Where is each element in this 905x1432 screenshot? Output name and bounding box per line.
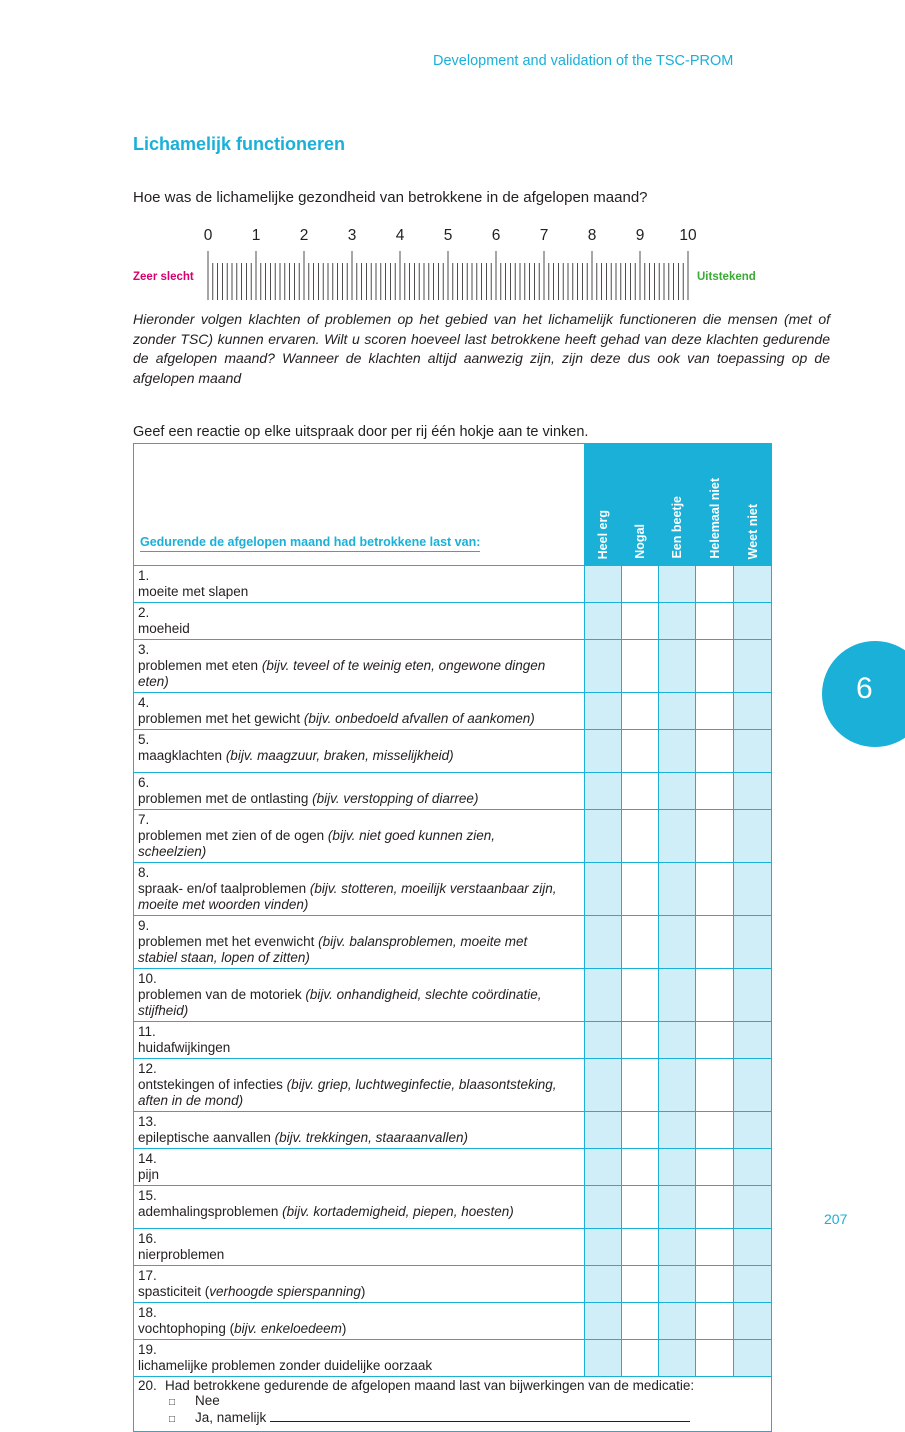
scale-right-label: Uitstekend [697, 271, 756, 283]
scale-number: 1 [251, 227, 261, 244]
item-label: 19.lichamelijke problemen zonder duidelijke oorzaak [134, 1340, 585, 1377]
response-checkbox[interactable] [696, 810, 734, 863]
response-checkbox[interactable] [585, 640, 622, 693]
response-checkbox[interactable] [659, 863, 696, 916]
response-checkbox[interactable] [696, 1266, 734, 1303]
response-checkbox[interactable] [659, 1303, 696, 1340]
response-checkbox[interactable] [622, 1266, 659, 1303]
table-row [134, 566, 772, 603]
response-checkbox[interactable] [734, 566, 772, 603]
checkbox-icon: □ [169, 1397, 176, 1408]
response-checkbox[interactable] [734, 730, 772, 773]
symptom-table [133, 443, 772, 1432]
option-nee[interactable]: □ Nee [169, 1393, 220, 1408]
response-checkbox[interactable] [622, 1186, 659, 1229]
response-checkbox[interactable] [659, 1186, 696, 1229]
item-label: 17.spasticiteit (verhoogde spierspanning) [134, 1266, 585, 1303]
response-checkbox[interactable] [622, 863, 659, 916]
table-row [134, 693, 772, 730]
col-header-helemaal-niet: Helemaal niet [696, 444, 734, 566]
response-checkbox[interactable] [734, 1266, 772, 1303]
intro-paragraph: Hieronder volgen klachten of problemen op het gebied van het lichamelijk functioneren die mensen (met of zonder TSC) kunnen ervaren. Wilt u scoren hoeveel last betrokkene heeft gehad van deze klachten gedurende de afgelopen maand? Wanneer de klachten altijd aanwezig zijn, zijn deze dus ook van toepassing op de afgelopen maand [133, 311, 830, 386]
scale-number: 10 [679, 227, 697, 244]
item-label: 5.maagklachten (bijv. maagzuur, braken, misselijkheid) [134, 730, 585, 773]
response-checkbox[interactable] [734, 810, 772, 863]
response-checkbox[interactable] [659, 1022, 696, 1059]
response-checkbox[interactable] [622, 773, 659, 810]
response-checkbox[interactable] [585, 1059, 622, 1112]
response-checkbox[interactable] [696, 603, 734, 640]
response-checkbox[interactable] [659, 1112, 696, 1149]
response-checkbox[interactable] [734, 863, 772, 916]
item-label: 7.problemen met zien of de ogen (bijv. niet goed kunnen zien, scheelzien) [134, 810, 585, 863]
response-checkbox[interactable] [585, 1266, 622, 1303]
scale-number: 8 [587, 227, 597, 244]
response-checkbox[interactable] [696, 693, 734, 730]
scale-number: 3 [347, 227, 357, 244]
col-header-nogal: Nogal [622, 444, 659, 566]
response-checkbox[interactable] [585, 566, 622, 603]
table-row [134, 730, 772, 773]
final-question: 20. Had betrokkene gedurende de afgelopen maand last van bijwerkingen van de medicatie: □ Nee □ Ja, namelijk [134, 1377, 772, 1432]
response-checkbox[interactable] [585, 863, 622, 916]
scale-number: 7 [539, 227, 549, 244]
scale-number: 0 [203, 227, 213, 244]
response-checkbox[interactable] [659, 1149, 696, 1186]
response-checkbox[interactable] [585, 1186, 622, 1229]
item-label: 8.spraak- en/of taalproblemen (bijv. stotteren, moeilijk verstaanbaar zijn, moeite met woorden vinden) [134, 863, 585, 916]
response-checkbox[interactable] [659, 603, 696, 640]
response-checkbox[interactable] [659, 1266, 696, 1303]
response-checkbox[interactable] [696, 863, 734, 916]
response-checkbox[interactable] [659, 566, 696, 603]
response-checkbox[interactable] [622, 1340, 659, 1377]
item-label: 15.ademhalingsproblemen (bijv. kortademigheid, piepen, hoesten) [134, 1186, 585, 1229]
response-checkbox[interactable] [734, 1022, 772, 1059]
running-header: Development and validation of the TSC-PROM [433, 53, 734, 69]
response-checkbox[interactable] [585, 693, 622, 730]
response-checkbox[interactable] [622, 1229, 659, 1266]
option-ja[interactable]: □ Ja, namelijk [138, 1410, 767, 1427]
section-title: Lichamelijk functioneren [133, 134, 346, 154]
response-checkbox[interactable] [585, 1112, 622, 1149]
scale-number: 9 [635, 227, 645, 244]
table-row [134, 916, 772, 969]
item-label: 4.problemen met het gewicht (bijv. onbedoeld afvallen of aankomen) [134, 693, 585, 730]
response-checkbox[interactable] [585, 916, 622, 969]
response-checkbox[interactable] [659, 640, 696, 693]
col-header-heel-erg: Heel erg [585, 444, 622, 566]
response-checkbox[interactable] [585, 969, 622, 1022]
response-checkbox[interactable] [585, 773, 622, 810]
response-checkbox[interactable] [659, 693, 696, 730]
response-checkbox[interactable] [622, 1112, 659, 1149]
response-checkbox[interactable] [696, 1112, 734, 1149]
instruction-text: Geef een reactie op elke uitspraak door per rij één hokje aan te vinken. [133, 424, 589, 440]
response-checkbox[interactable] [659, 1340, 696, 1377]
response-checkbox[interactable] [734, 1186, 772, 1229]
response-checkbox[interactable] [734, 1340, 772, 1377]
response-checkbox[interactable] [622, 810, 659, 863]
response-checkbox[interactable] [622, 693, 659, 730]
table-row [134, 1303, 772, 1340]
response-checkbox[interactable] [734, 969, 772, 1022]
item-label: 18.vochtophoping (bijv. enkeloedeem) [134, 1303, 585, 1340]
response-checkbox[interactable] [622, 1149, 659, 1186]
response-checkbox[interactable] [585, 730, 622, 773]
col-header-een-beetje: Een beetje [659, 444, 696, 566]
rating-scale-ruler[interactable] [200, 251, 692, 301]
response-checkbox[interactable] [659, 916, 696, 969]
item-label: 9.problemen met het evenwicht (bijv. balansproblemen, moeite met stabiel staan, lopen of zitten) [134, 916, 585, 969]
response-checkbox[interactable] [734, 693, 772, 730]
response-checkbox[interactable] [622, 1059, 659, 1112]
response-checkbox[interactable] [734, 640, 772, 693]
item-label: 13.epileptische aanvallen (bijv. trekkingen, staaraanvallen) [134, 1112, 585, 1149]
table-row [134, 1149, 772, 1186]
response-checkbox[interactable] [696, 916, 734, 969]
scale-number: 2 [299, 227, 309, 244]
table-header-row [134, 444, 772, 566]
response-checkbox[interactable] [696, 1303, 734, 1340]
item-label: 2.moeheid [134, 603, 585, 640]
response-checkbox[interactable] [622, 603, 659, 640]
response-checkbox[interactable] [696, 773, 734, 810]
response-checkbox[interactable] [585, 603, 622, 640]
response-checkbox[interactable] [659, 730, 696, 773]
item-label: 1.moeite met slapen [134, 566, 585, 603]
table-row [134, 1022, 772, 1059]
page-number: 207 [824, 1211, 848, 1227]
response-checkbox[interactable] [734, 773, 772, 810]
response-checkbox[interactable] [622, 916, 659, 969]
response-checkbox[interactable] [585, 1229, 622, 1266]
response-checkbox[interactable] [622, 730, 659, 773]
answer-line[interactable] [270, 1410, 690, 1422]
response-checkbox[interactable] [659, 810, 696, 863]
final-question-row [134, 1377, 772, 1432]
response-checkbox[interactable] [734, 1229, 772, 1266]
checkbox-icon: □ [169, 1414, 176, 1425]
col-header-weet-niet: Weet niet [734, 444, 772, 566]
response-checkbox[interactable] [622, 1303, 659, 1340]
response-checkbox[interactable] [734, 1059, 772, 1112]
table-row [134, 603, 772, 640]
response-checkbox[interactable] [622, 1022, 659, 1059]
response-checkbox[interactable] [585, 1303, 622, 1340]
table-row [134, 863, 772, 916]
table-row [134, 1059, 772, 1112]
response-checkbox[interactable] [734, 1112, 772, 1149]
table-header-label: Gedurende de afgelopen maand had betrokkene last van: [134, 444, 585, 566]
table-row [134, 1229, 772, 1266]
response-checkbox[interactable] [696, 640, 734, 693]
response-checkbox[interactable] [696, 566, 734, 603]
table-row [134, 1112, 772, 1149]
scale-numbers [0, 227, 905, 249]
table-row [134, 1266, 772, 1303]
table-row [134, 640, 772, 693]
scale-number: 4 [395, 227, 405, 244]
scale-question: Hoe was de lichamelijke gezondheid van betrokkene in de afgelopen maand? [133, 189, 648, 206]
response-checkbox[interactable] [585, 1022, 622, 1059]
response-checkbox[interactable] [585, 810, 622, 863]
table-row [134, 969, 772, 1022]
table-row [134, 1186, 772, 1229]
item-label: 11.huidafwijkingen [134, 1022, 585, 1059]
response-checkbox[interactable] [696, 969, 734, 1022]
table-row [134, 810, 772, 863]
response-checkbox[interactable] [696, 1149, 734, 1186]
response-checkbox[interactable] [696, 1186, 734, 1229]
response-checkbox[interactable] [585, 1340, 622, 1377]
scale-number: 6 [491, 227, 501, 244]
table-row [134, 1340, 772, 1377]
response-checkbox[interactable] [659, 1229, 696, 1266]
response-checkbox[interactable] [659, 773, 696, 810]
item-label: 16.nierproblemen [134, 1229, 585, 1266]
response-checkbox[interactable] [696, 1022, 734, 1059]
response-checkbox[interactable] [585, 1149, 622, 1186]
scale-number: 5 [443, 227, 453, 244]
response-checkbox[interactable] [622, 566, 659, 603]
table-row [134, 773, 772, 810]
response-checkbox[interactable] [696, 1340, 734, 1377]
response-checkbox[interactable] [696, 1059, 734, 1112]
response-checkbox[interactable] [734, 916, 772, 969]
item-label: 10.problemen van de motoriek (bijv. onhandigheid, slechte coördinatie, stijfheid) [134, 969, 585, 1022]
response-checkbox[interactable] [659, 1059, 696, 1112]
response-checkbox[interactable] [734, 603, 772, 640]
response-checkbox[interactable] [696, 730, 734, 773]
item-label: 3.problemen met eten (bijv. teveel of te weinig eten, ongewone dingen eten) [134, 640, 585, 693]
item-label: 6.problemen met de ontlasting (bijv. verstopping of diarree) [134, 773, 585, 810]
response-checkbox[interactable] [734, 1149, 772, 1186]
chapter-tab: 6 [822, 641, 905, 747]
response-checkbox[interactable] [659, 969, 696, 1022]
response-checkbox[interactable] [734, 1303, 772, 1340]
scale-left-label: Zeer slecht [133, 271, 194, 283]
response-checkbox[interactable] [696, 1229, 734, 1266]
item-label: 12.ontstekingen of infecties (bijv. griep, luchtweginfectie, blaasontsteking, aften in de mond) [134, 1059, 585, 1112]
response-checkbox[interactable] [622, 969, 659, 1022]
item-label: 14.pijn [134, 1149, 585, 1186]
response-checkbox[interactable] [622, 640, 659, 693]
